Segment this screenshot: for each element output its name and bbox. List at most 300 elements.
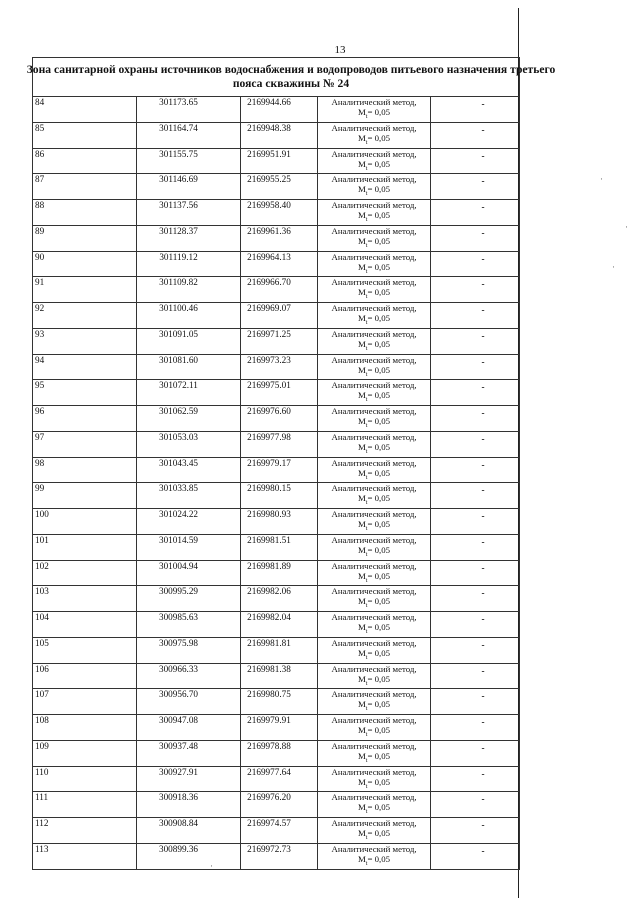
table-row — [33, 406, 520, 432]
method-cell — [318, 715, 431, 741]
accuracy-value: = 0,05 — [367, 750, 391, 761]
method-cell — [318, 354, 431, 380]
point-number-cell — [33, 328, 137, 354]
y-coordinate: 2169977.98 — [247, 431, 291, 442]
method-name: Аналитический метод, — [331, 766, 417, 777]
method-cell — [318, 560, 431, 586]
coordinates-table — [26, 57, 556, 870]
accuracy-value: = 0,05 — [367, 596, 391, 607]
x-coordinate-cell — [137, 586, 241, 612]
point-number-cell — [33, 97, 137, 123]
y-coordinate: 2169976.20 — [247, 792, 291, 803]
accuracy-value: = 0,05 — [367, 184, 391, 195]
method-name: Аналитический метод, — [331, 534, 417, 545]
x-coordinate-cell — [137, 509, 241, 535]
x-coordinate: 301043.45 — [158, 457, 199, 468]
description-dash: - — [481, 305, 485, 315]
accuracy-value: = 0,05 — [367, 544, 391, 555]
accuracy-value: = 0,05 — [367, 158, 391, 169]
description-cell — [431, 586, 520, 612]
method-name: Аналитический метод, — [331, 225, 417, 236]
y-coordinate-cell — [241, 457, 318, 483]
method-cell — [318, 792, 431, 818]
description-cell — [431, 431, 520, 457]
x-coordinate-cell — [137, 148, 241, 174]
x-coordinate-cell — [137, 431, 241, 457]
y-coordinate: 2169966.70 — [247, 277, 291, 288]
accuracy-value: = 0,05 — [367, 390, 391, 401]
description-dash: - — [481, 330, 485, 341]
table-row — [33, 509, 520, 535]
accuracy-line — [318, 184, 430, 199]
accuracy-subscript: t — [365, 113, 368, 120]
table-title: Зона санитарной охраны источников водоснабжения и водопроводов питьевого назначения третьего пояса скважины № 24 — [26, 63, 556, 90]
y-coordinate-cell — [241, 251, 318, 277]
y-coordinate: 2169977.64 — [247, 766, 291, 777]
x-coordinate: 300985.63 — [158, 612, 199, 622]
method-name: Аналитический метод, — [331, 792, 417, 803]
accuracy-symbol: M — [357, 802, 366, 813]
point-number: 89 — [35, 225, 45, 236]
table-row — [33, 225, 520, 251]
x-coordinate: 300908.84 — [158, 818, 199, 828]
description-cell — [431, 380, 520, 406]
y-coordinate-cell — [241, 122, 318, 148]
method-name: Аналитический метод, — [331, 277, 417, 288]
y-coordinate: 2169973.23 — [247, 354, 291, 365]
point-number: 112 — [35, 818, 49, 828]
y-coordinate: 2169971.25 — [247, 328, 291, 339]
y-coordinate-cell — [241, 200, 318, 226]
y-coordinate: 2169964.13 — [247, 251, 291, 262]
x-coordinate: 301146.69 — [159, 174, 198, 185]
accuracy-line — [318, 674, 430, 689]
x-coordinate-cell — [137, 534, 241, 560]
accuracy-symbol: M — [357, 416, 366, 426]
accuracy-subscript: t — [365, 371, 368, 378]
accuracy-value: = 0,05 — [367, 132, 391, 143]
accuracy-line — [318, 107, 430, 122]
point-number: 108 — [35, 715, 49, 725]
point-number: 103 — [35, 586, 49, 597]
accuracy-symbol: M — [357, 467, 366, 478]
accuracy-line — [318, 493, 430, 508]
point-number: 94 — [35, 354, 45, 365]
table-row — [33, 431, 520, 457]
point-number-cell — [33, 380, 137, 406]
accuracy-value: = 0,05 — [367, 828, 391, 838]
x-coordinate: 300995.29 — [158, 586, 199, 597]
accuracy-value: = 0,05 — [367, 725, 391, 735]
y-coordinate-cell — [241, 689, 318, 715]
y-coordinate-cell — [241, 766, 318, 792]
point-number: 84 — [35, 97, 45, 107]
point-number-cell — [33, 792, 137, 818]
y-coordinate-cell — [241, 612, 318, 638]
accuracy-subscript: t — [365, 268, 368, 275]
point-number: 88 — [35, 200, 45, 210]
scan-speck: · — [612, 262, 615, 272]
method-name: Аналитический метод, — [331, 122, 417, 133]
accuracy-subscript: t — [365, 422, 368, 429]
point-number-cell — [33, 637, 137, 663]
description-dash: - — [481, 820, 485, 830]
accuracy-subscript: t — [365, 706, 368, 712]
table-row — [33, 560, 520, 586]
y-coordinate-cell — [241, 225, 318, 251]
x-coordinate-cell — [137, 251, 241, 277]
x-coordinate-cell — [137, 792, 241, 818]
method-name: Аналитический метод, — [331, 637, 417, 648]
x-coordinate: 301004.94 — [158, 560, 199, 571]
y-coordinate: 2169951.91 — [247, 148, 291, 159]
point-number: 87 — [35, 174, 45, 185]
description-cell — [431, 637, 520, 663]
method-cell — [318, 689, 431, 715]
accuracy-subscript: t — [365, 242, 368, 249]
table-row — [33, 637, 520, 663]
description-dash: - — [481, 99, 485, 109]
point-number-cell — [33, 663, 137, 689]
point-number: 95 — [35, 380, 45, 391]
description-cell — [431, 740, 520, 766]
method-name: Аналитический метод, — [331, 174, 417, 185]
y-coordinate-cell — [241, 740, 318, 766]
point-number: 93 — [35, 328, 45, 339]
point-number: 110 — [35, 766, 49, 777]
description-cell — [431, 792, 520, 818]
point-number-cell — [33, 689, 137, 715]
point-number-cell — [33, 277, 137, 303]
accuracy-symbol: M — [357, 596, 366, 607]
point-number: 102 — [35, 560, 49, 571]
point-number-cell — [33, 122, 137, 148]
description-dash: - — [481, 768, 485, 779]
accuracy-value: = 0,05 — [367, 235, 391, 246]
accuracy-line — [318, 416, 430, 431]
point-number-cell — [33, 354, 137, 380]
point-number-cell — [33, 818, 137, 844]
method-name: Аналитический метод, — [331, 380, 417, 391]
accuracy-line — [318, 777, 430, 792]
table-row — [33, 792, 520, 818]
y-coordinate-cell — [241, 509, 318, 535]
description-dash: - — [481, 459, 485, 470]
x-coordinate-cell — [137, 225, 241, 251]
accuracy-symbol: M — [357, 158, 366, 169]
accuracy-value: = 0,05 — [367, 493, 391, 504]
y-coordinate: 2169981.51 — [247, 534, 291, 545]
accuracy-line — [318, 468, 430, 483]
accuracy-subscript: t — [365, 757, 368, 764]
table-row — [33, 843, 520, 869]
x-coordinate-cell — [137, 843, 241, 869]
method-cell — [318, 303, 431, 329]
x-coordinate-cell — [137, 740, 241, 766]
point-number-cell — [33, 225, 137, 251]
description-dash: - — [481, 433, 485, 444]
method-name: Аналитический метод, — [331, 663, 417, 674]
y-coordinate-cell — [241, 792, 318, 818]
y-coordinate-cell — [241, 663, 318, 689]
point-number-cell — [33, 534, 137, 560]
method-name: Аналитический метод, — [331, 509, 417, 519]
method-cell — [318, 200, 431, 226]
accuracy-line — [318, 648, 430, 663]
y-coordinate: 2169944.66 — [247, 97, 291, 107]
accuracy-line — [318, 519, 430, 534]
method-name: Аналитический метод, — [331, 200, 417, 210]
accuracy-line — [318, 571, 430, 586]
accuracy-value: = 0,05 — [367, 853, 391, 864]
accuracy-symbol: M — [357, 338, 366, 349]
x-coordinate: 301173.65 — [159, 97, 198, 107]
point-number-cell — [33, 740, 137, 766]
accuracy-value: = 0,05 — [367, 261, 391, 272]
accuracy-line — [318, 133, 430, 148]
table-row — [33, 251, 520, 277]
y-coordinate-cell — [241, 431, 318, 457]
x-coordinate-cell — [137, 328, 241, 354]
description-dash: - — [481, 202, 485, 212]
accuracy-line — [318, 854, 430, 869]
point-number: 92 — [35, 303, 45, 313]
description-dash: - — [481, 408, 485, 418]
method-cell — [318, 328, 431, 354]
description-cell — [431, 148, 520, 174]
method-name: Аналитический метод, — [331, 251, 417, 262]
y-coordinate: 2169969.07 — [247, 303, 291, 313]
accuracy-subscript: t — [365, 345, 368, 352]
description-cell — [431, 251, 520, 277]
accuracy-symbol: M — [357, 673, 366, 684]
x-coordinate: 300966.33 — [158, 663, 199, 674]
description-dash: - — [481, 588, 485, 599]
accuracy-symbol: M — [357, 287, 366, 298]
method-cell — [318, 380, 431, 406]
accuracy-value: = 0,05 — [367, 287, 391, 298]
description-cell — [431, 818, 520, 844]
y-coordinate-cell — [241, 483, 318, 509]
method-cell — [318, 818, 431, 844]
accuracy-value: = 0,05 — [367, 776, 391, 787]
accuracy-subscript: t — [365, 474, 368, 481]
description-dash: - — [481, 845, 485, 856]
x-coordinate: 300927.91 — [158, 766, 199, 777]
x-coordinate: 301062.59 — [158, 406, 199, 416]
point-number: 111 — [35, 792, 49, 803]
y-coordinate: 2169974.57 — [247, 818, 291, 828]
point-number-cell — [33, 148, 137, 174]
accuracy-subscript: t — [365, 680, 368, 687]
table-row — [33, 354, 520, 380]
description-dash: - — [481, 691, 485, 702]
accuracy-symbol: M — [357, 699, 366, 710]
y-coordinate-cell — [241, 148, 318, 174]
point-number: 106 — [35, 663, 49, 674]
point-number: 91 — [35, 277, 45, 288]
description-dash: - — [481, 176, 485, 187]
x-coordinate: 301109.82 — [159, 277, 198, 288]
y-coordinate-cell — [241, 97, 318, 123]
y-coordinate-cell — [241, 303, 318, 329]
table-row — [33, 328, 520, 354]
accuracy-line — [318, 365, 430, 380]
description-cell — [431, 715, 520, 741]
point-number: 96 — [35, 406, 45, 416]
method-name: Аналитический метод, — [331, 818, 417, 828]
method-cell — [318, 586, 431, 612]
method-name: Аналитический метод, — [331, 148, 417, 159]
x-coordinate: 301164.74 — [159, 122, 198, 133]
y-coordinate: 2169972.73 — [247, 843, 291, 854]
x-coordinate: 300937.48 — [158, 740, 199, 751]
accuracy-value: = 0,05 — [367, 647, 391, 658]
table-row — [33, 663, 520, 689]
method-cell — [318, 277, 431, 303]
description-cell — [431, 354, 520, 380]
description-cell — [431, 689, 520, 715]
method-cell — [318, 663, 431, 689]
point-number-cell — [33, 251, 137, 277]
y-coordinate-cell — [241, 715, 318, 741]
method-name: Аналитический метод, — [331, 354, 417, 365]
x-coordinate: 301033.85 — [158, 483, 199, 494]
method-cell — [318, 406, 431, 432]
accuracy-line — [318, 313, 430, 328]
y-coordinate: 2169981.81 — [247, 637, 291, 648]
description-cell — [431, 663, 520, 689]
table-header-cell — [26, 58, 556, 97]
description-cell — [431, 560, 520, 586]
table-row — [33, 715, 520, 741]
accuracy-subscript: t — [365, 216, 368, 223]
table-row — [33, 534, 520, 560]
method-name: Аналитический метод, — [331, 406, 417, 416]
description-cell — [431, 509, 520, 535]
method-name: Аналитический метод, — [331, 483, 417, 494]
y-coordinate-cell — [241, 637, 318, 663]
description-cell — [431, 225, 520, 251]
method-cell — [318, 97, 431, 123]
description-dash: - — [481, 124, 485, 135]
description-dash: - — [481, 279, 485, 290]
accuracy-line — [318, 725, 430, 740]
method-cell — [318, 174, 431, 200]
accuracy-subscript: t — [365, 397, 368, 403]
accuracy-value: = 0,05 — [367, 416, 391, 426]
accuracy-subscript: t — [365, 319, 368, 326]
accuracy-subscript: t — [365, 448, 368, 455]
x-coordinate: 301072.11 — [159, 380, 198, 391]
description-dash: - — [481, 717, 485, 727]
table-row — [33, 277, 520, 303]
description-cell — [431, 766, 520, 792]
point-number-cell — [33, 431, 137, 457]
y-coordinate: 2169979.17 — [247, 457, 291, 468]
accuracy-line — [318, 339, 430, 354]
description-dash: - — [481, 511, 485, 521]
accuracy-line — [318, 210, 430, 225]
y-coordinate: 2169961.36 — [247, 225, 291, 236]
method-cell — [318, 637, 431, 663]
accuracy-line — [318, 545, 430, 560]
method-cell — [318, 509, 431, 535]
table-row — [33, 689, 520, 715]
x-coordinate-cell — [137, 818, 241, 844]
x-coordinate: 301155.75 — [159, 148, 198, 159]
accuracy-symbol: M — [357, 622, 366, 632]
table-body — [26, 58, 556, 870]
table-row — [33, 200, 520, 226]
x-coordinate-cell — [137, 689, 241, 715]
description-cell — [431, 174, 520, 200]
x-coordinate-cell — [137, 483, 241, 509]
accuracy-line — [318, 802, 430, 817]
page-number: 13 — [334, 44, 346, 56]
description-cell — [431, 97, 520, 123]
accuracy-line — [318, 699, 430, 714]
y-coordinate-cell — [241, 174, 318, 200]
y-coordinate: 2169980.15 — [247, 483, 291, 494]
accuracy-symbol: M — [357, 750, 366, 761]
point-number: 101 — [35, 534, 49, 545]
description-dash: - — [481, 665, 485, 676]
accuracy-line — [318, 390, 430, 405]
table-row — [33, 483, 520, 509]
accuracy-symbol: M — [357, 184, 366, 195]
x-coordinate-cell — [137, 612, 241, 638]
y-coordinate: 2169979.91 — [247, 715, 291, 725]
accuracy-symbol: M — [357, 853, 366, 864]
accuracy-value: = 0,05 — [367, 622, 391, 632]
y-coordinate: 2169982.06 — [247, 586, 291, 597]
y-coordinate-cell — [241, 843, 318, 869]
description-cell — [431, 303, 520, 329]
accuracy-symbol: M — [357, 493, 366, 504]
accuracy-line — [318, 828, 430, 843]
x-coordinate-cell — [137, 303, 241, 329]
table-row — [33, 612, 520, 638]
method-cell — [318, 740, 431, 766]
x-coordinate: 301091.05 — [158, 328, 199, 339]
accuracy-value: = 0,05 — [367, 313, 391, 323]
description-cell — [431, 277, 520, 303]
method-cell — [318, 457, 431, 483]
accuracy-value: = 0,05 — [367, 802, 391, 813]
method-name: Аналитический метод, — [331, 303, 417, 313]
table-row — [33, 766, 520, 792]
point-number-cell — [33, 766, 137, 792]
method-cell — [318, 612, 431, 638]
accuracy-symbol: M — [357, 313, 366, 323]
x-coordinate: 301128.37 — [159, 225, 198, 236]
method-name: Аналитический метод, — [331, 740, 417, 751]
method-cell — [318, 483, 431, 509]
y-coordinate: 2169980.93 — [247, 509, 291, 519]
point-number: 105 — [35, 637, 49, 648]
accuracy-symbol: M — [357, 235, 366, 246]
accuracy-subscript: t — [365, 860, 368, 867]
table-row — [33, 818, 520, 844]
description-dash: - — [481, 382, 485, 393]
x-coordinate-cell — [137, 380, 241, 406]
point-number-cell — [33, 174, 137, 200]
y-coordinate: 2169981.38 — [247, 663, 291, 674]
description-dash: - — [481, 253, 485, 264]
accuracy-line — [318, 622, 430, 637]
x-coordinate-cell — [137, 200, 241, 226]
